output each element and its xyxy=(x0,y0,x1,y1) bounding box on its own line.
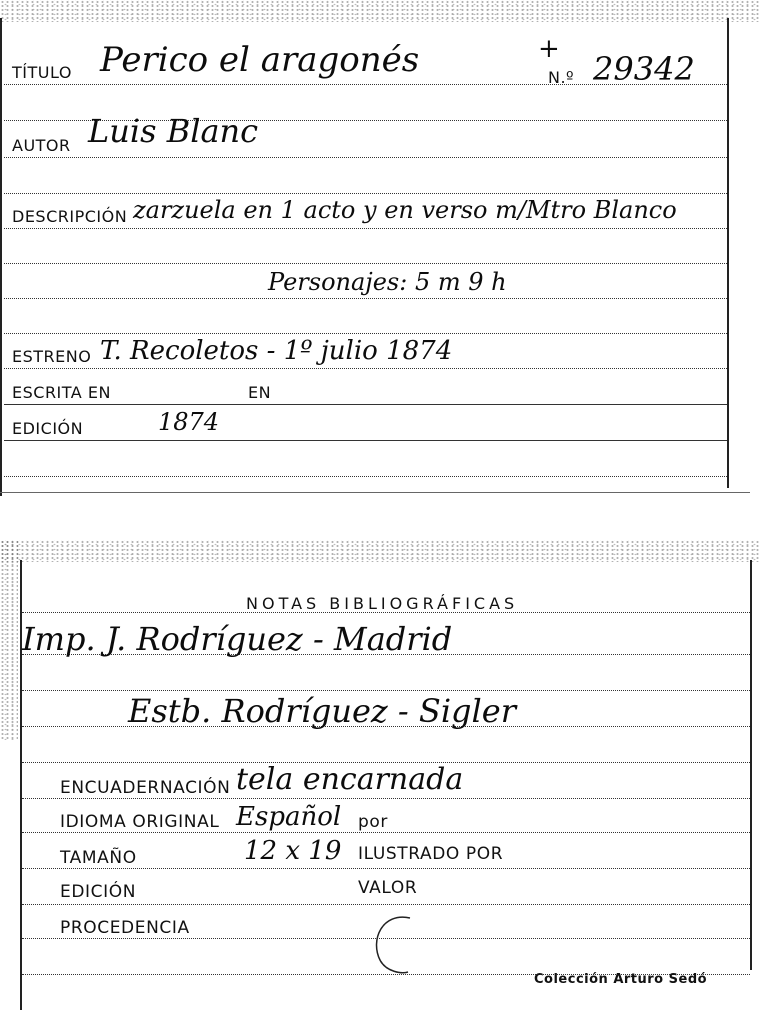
por-label: por xyxy=(358,812,388,832)
descripcion-label: DESCRIPCIÓN xyxy=(12,207,128,226)
titulo-value: Perico el aragonés xyxy=(100,40,420,80)
ruled-line xyxy=(4,228,727,229)
tamano-value: 12 x 19 xyxy=(244,836,342,866)
descripcion-value: zarzuela en 1 acto y en verso m/Mtro Blanco xyxy=(133,196,677,224)
punch-hole-mark xyxy=(362,910,422,980)
card-left-border xyxy=(0,18,2,496)
edicion-value: 1874 xyxy=(158,408,220,436)
card-bottom-edge xyxy=(0,492,750,493)
numero-value: 29342 xyxy=(593,50,695,88)
ruled-line xyxy=(4,476,727,477)
card-right-border xyxy=(750,560,752,970)
ruled-line xyxy=(4,263,727,264)
collection-footer: Colección Arturo Sedó xyxy=(534,972,708,987)
encuadernacion-label: ENCUADERNACIÓN xyxy=(60,778,231,798)
tamano-label: TAMAÑO xyxy=(60,848,137,868)
encuadernacion-value: tela encarnada xyxy=(236,762,464,797)
ruled-line xyxy=(4,368,727,369)
numero-label: N.º xyxy=(548,68,575,87)
card-left-speckle xyxy=(0,540,18,740)
ruled-line xyxy=(22,612,750,613)
catalog-card-top xyxy=(0,0,759,495)
estreno-label: ESTRENO xyxy=(12,347,92,366)
ilustrado-label: ILUSTRADO POR xyxy=(358,844,504,864)
card-bottom-edge-speckle xyxy=(0,540,759,562)
idioma-label: IDIOMA ORIGINAL xyxy=(60,812,220,832)
catalog-card-bottom xyxy=(0,540,759,1028)
ruled-line xyxy=(4,193,727,194)
ruled-line xyxy=(4,298,727,299)
edicion-label: EDICIÓN xyxy=(12,419,84,438)
ruled-line xyxy=(4,333,727,334)
note-line-1: Imp. J. Rodríguez - Madrid xyxy=(22,620,453,658)
en-label: EN xyxy=(248,383,272,402)
notas-heading: NOTAS BIBLIOGRÁFICAS xyxy=(246,594,519,613)
titulo-label: TÍTULO xyxy=(12,63,72,82)
ruled-line xyxy=(22,868,750,869)
edicion-label-bottom: EDICIÓN xyxy=(60,882,137,902)
descripcion-line2: Personajes: 5 m 9 h xyxy=(268,268,507,296)
idioma-value: Español xyxy=(236,802,342,832)
autor-value: Luis Blanc xyxy=(88,112,259,150)
procedencia-label: PROCEDENCIA xyxy=(60,918,190,938)
ruled-line xyxy=(22,690,750,691)
ruled-line xyxy=(4,157,727,158)
valor-label: VALOR xyxy=(358,878,418,898)
card-right-border xyxy=(727,18,729,488)
ruled-line xyxy=(22,832,750,833)
note-line-2: Estb. Rodríguez - Sigler xyxy=(128,692,516,730)
ruled-line xyxy=(4,440,727,441)
ruled-line xyxy=(4,404,727,405)
card-top-edge-speckle xyxy=(0,0,759,22)
cross-mark: + xyxy=(538,34,560,64)
estreno-value: T. Recoletos - 1º julio 1874 xyxy=(100,336,453,366)
escrita-en-label: ESCRITA EN xyxy=(12,383,111,402)
autor-label: AUTOR xyxy=(12,136,71,155)
ruled-line xyxy=(22,798,750,799)
ruled-line xyxy=(22,904,750,905)
